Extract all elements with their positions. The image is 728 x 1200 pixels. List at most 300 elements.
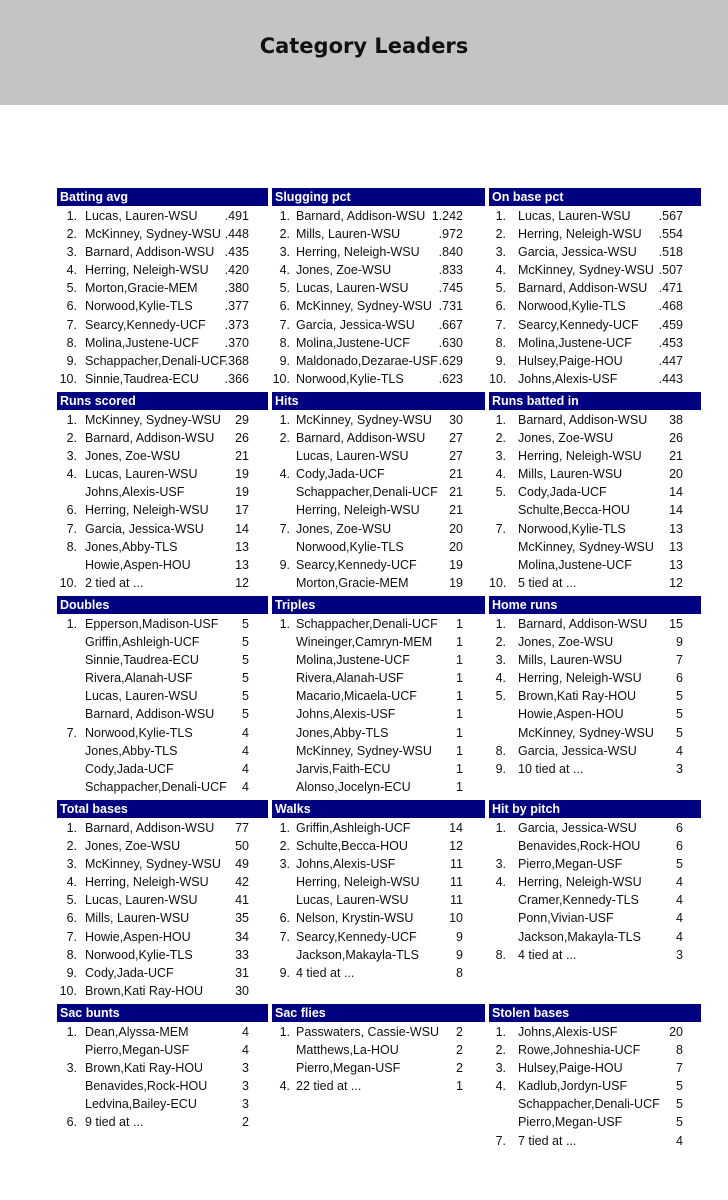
leader-rank: 4.	[279, 467, 290, 482]
leader-entry	[57, 297, 268, 315]
leader-rank: 1.	[66, 617, 77, 631]
leader-value: 5	[242, 671, 249, 686]
leader-rank: 6.	[279, 299, 290, 314]
leader-value: 11	[450, 875, 463, 890]
leader-value: 4	[676, 929, 683, 944]
leader-entry	[57, 760, 268, 778]
leader-entry	[57, 334, 268, 352]
leader-rank: 5.	[495, 689, 506, 704]
leader-entry	[489, 447, 701, 465]
leader-entry	[489, 501, 701, 519]
leader-value: 19	[449, 557, 463, 572]
leader-value: 49	[235, 857, 249, 872]
leader-entry	[272, 429, 485, 447]
leader-value: 13	[669, 557, 683, 572]
leader-entry	[272, 819, 485, 837]
leader-value: 8	[456, 965, 463, 980]
leader-name: Pierro,Megan-USF	[296, 1061, 401, 1076]
leader-value: 2	[242, 1115, 249, 1130]
leader-value: 4	[676, 893, 683, 908]
category-on-base-pct	[489, 188, 701, 388]
leader-value: 13	[669, 521, 683, 536]
leader-entry	[57, 615, 268, 633]
leader-rank: 3.	[495, 449, 506, 464]
leader-name: Ponn,Vivian-USF	[518, 911, 614, 926]
leader-name: McKinney, Sydney-WSU	[85, 857, 221, 872]
leader-value: 4	[242, 743, 249, 758]
leader-name: Barnard, Addison-WSU	[518, 281, 648, 296]
leader-entry	[272, 873, 485, 891]
leader-entry	[489, 760, 701, 778]
leader-name: Griffin,Ashleigh-UCF	[85, 635, 200, 650]
leader-name: Searcy,Kennedy-UCF	[296, 557, 417, 572]
leader-name: Schulte,Becca-HOU	[296, 839, 408, 854]
leader-rank: 4.	[495, 467, 506, 482]
leader-name: Herring, Neleigh-WSU	[518, 227, 642, 242]
leader-entry	[272, 669, 485, 687]
leader-entry	[489, 724, 701, 742]
leader-entry	[489, 651, 701, 669]
leader-name: Matthews,La-HOU	[296, 1043, 399, 1058]
leader-value: .518	[658, 245, 683, 260]
leader-entry	[272, 705, 485, 723]
leader-name: Barnard, Addison-WSU	[85, 245, 215, 260]
leader-name: McKinney, Sydney-WSU	[85, 413, 221, 427]
leader-entry	[489, 207, 701, 225]
category-header: Hits	[272, 392, 485, 410]
leader-entry	[489, 1132, 701, 1150]
leader-rank: 7.	[66, 317, 77, 332]
leader-value: 5	[676, 725, 683, 740]
leader-value: .435	[224, 245, 249, 260]
leader-value: 1	[456, 617, 463, 631]
leader-rank: 1.	[279, 209, 290, 223]
leader-value: .840	[438, 245, 463, 260]
leader-entry	[489, 633, 701, 651]
leader-value: .731	[438, 299, 463, 314]
leader-name: Griffin,Ashleigh-UCF	[296, 821, 411, 835]
leader-value: 1	[456, 725, 463, 740]
leader-name: Benavides,Rock-HOU	[518, 839, 641, 854]
leader-rank: 2.	[495, 635, 506, 650]
leader-entry	[57, 316, 268, 334]
leader-entry	[272, 742, 485, 760]
leader-list	[489, 1023, 701, 1150]
leader-value: 1	[456, 761, 463, 776]
leader-entry	[57, 225, 268, 243]
leader-value: 34	[235, 929, 249, 944]
leader-entry	[272, 297, 485, 315]
leader-value: 9	[456, 947, 463, 962]
leader-rank: 7.	[495, 317, 506, 332]
leader-entry	[489, 946, 701, 964]
leader-name: Johns,Alexis-USF	[296, 857, 396, 872]
leader-name: 22 tied at ...	[296, 1079, 362, 1094]
leader-value: .377	[224, 299, 249, 314]
leader-value: .368	[224, 353, 249, 368]
leader-name: Herring, Neleigh-WSU	[85, 503, 209, 518]
leader-name: Schappacher,Denali-UCF	[85, 353, 227, 368]
leader-name: Schappacher,Denali-UCF	[85, 779, 227, 794]
leader-value: 9	[676, 635, 683, 650]
leader-value: 3	[242, 1079, 249, 1094]
category-sac-bunts	[57, 1004, 268, 1132]
leader-entry	[272, 574, 485, 592]
leader-value: 4	[676, 743, 683, 758]
leader-entry	[272, 243, 485, 261]
leader-entry	[489, 1095, 701, 1113]
leader-rank: 8.	[66, 539, 77, 554]
leader-entry	[57, 946, 268, 964]
leader-entry	[57, 687, 268, 705]
leader-name: 7 tied at ...	[518, 1133, 577, 1148]
leader-value: .373	[224, 317, 249, 332]
leader-name: McKinney, Sydney-WSU	[296, 743, 432, 758]
leader-value: 2	[456, 1043, 463, 1058]
category-header: Doubles	[57, 596, 268, 614]
leader-rank: 2.	[495, 1043, 506, 1058]
leader-value: 3	[242, 1061, 249, 1076]
leader-name: Jackson,Makayla-TLS	[518, 929, 641, 944]
leader-entry	[57, 651, 268, 669]
leader-entry	[489, 316, 701, 334]
leader-list	[489, 819, 701, 964]
leader-entry	[489, 909, 701, 927]
leader-rank: 4.	[66, 875, 77, 890]
leader-name: Howie,Aspen-HOU	[85, 557, 191, 572]
leader-entry	[272, 928, 485, 946]
leader-entry	[272, 411, 485, 429]
leader-name: Herring, Neleigh-WSU	[296, 503, 420, 518]
category-header: Total bases	[57, 800, 268, 818]
leader-rank: 6.	[66, 1115, 77, 1130]
leader-entry	[57, 819, 268, 837]
category-header: Sac bunts	[57, 1004, 268, 1022]
leader-name: Lucas, Lauren-WSU	[85, 209, 198, 223]
category-stolen-bases	[489, 1004, 701, 1150]
leader-entry	[489, 837, 701, 855]
leader-rank: 5.	[495, 485, 506, 500]
leader-name: Garcia, Jessica-WSU	[518, 821, 637, 835]
leader-value: 14	[669, 503, 683, 518]
leader-name: Howie,Aspen-HOU	[85, 929, 191, 944]
leader-entry	[489, 928, 701, 946]
leader-value: 31	[235, 965, 249, 980]
leader-value: 5	[676, 689, 683, 704]
leader-entry	[489, 279, 701, 297]
leader-rank: 1.	[66, 413, 77, 427]
leader-entry	[489, 1041, 701, 1059]
category-runs-batted-in	[489, 392, 701, 592]
leader-name: 4 tied at ...	[296, 965, 355, 980]
leader-rank: 4.	[495, 263, 506, 278]
leader-list	[489, 411, 701, 592]
leader-value: .629	[438, 353, 463, 368]
leader-entry	[57, 891, 268, 909]
leader-rank: 7.	[495, 521, 506, 536]
leader-rank: 1.	[279, 617, 290, 631]
leader-name: Hulsey,Paige-HOU	[518, 353, 623, 368]
leader-name: Jones, Zoe-WSU	[296, 263, 392, 278]
leader-name: Morton,Gracie-MEM	[296, 575, 409, 590]
leader-value: 5	[676, 857, 683, 872]
leader-name: Schappacher,Denali-UCF	[296, 485, 438, 500]
leader-entry	[272, 909, 485, 927]
leader-value: 4	[676, 875, 683, 890]
leader-rank: 7.	[279, 929, 290, 944]
leader-rank: 4.	[66, 263, 77, 278]
leader-name: Passwaters, Cassie-WSU	[296, 1025, 440, 1039]
leader-entry	[489, 334, 701, 352]
leader-list	[272, 207, 485, 388]
leader-name: Barnard, Addison-WSU	[296, 209, 426, 223]
leader-name: Jones, Zoe-WSU	[85, 449, 181, 464]
leader-value: 10	[449, 911, 463, 926]
leader-name: Norwood,Kylie-TLS	[85, 725, 193, 740]
leader-entry	[489, 574, 701, 592]
leader-entry	[272, 778, 485, 796]
leader-value: 30	[235, 983, 249, 998]
leader-entry	[57, 837, 268, 855]
leader-name: Cody,Jada-UCF	[296, 467, 385, 482]
leader-entry	[272, 465, 485, 483]
leader-rank: 10.	[59, 371, 77, 386]
leader-value: 6	[676, 821, 683, 835]
leader-entry	[57, 1059, 268, 1077]
leader-rank: 4.	[495, 875, 506, 890]
leader-value: 1	[456, 653, 463, 668]
leader-value: .745	[438, 281, 463, 296]
leader-value: 33	[235, 947, 249, 962]
leader-name: Herring, Neleigh-WSU	[518, 671, 642, 686]
leader-entry	[57, 520, 268, 538]
leader-rank: 2.	[279, 227, 290, 242]
leader-value: 5	[242, 653, 249, 668]
leader-value: 4	[676, 911, 683, 926]
leader-value: 11	[450, 893, 463, 908]
leader-value: 5	[676, 1079, 683, 1094]
leader-value: 4	[242, 779, 249, 794]
leader-value: 4	[242, 1043, 249, 1058]
leader-list	[489, 207, 701, 388]
leader-name: Barnard, Addison-WSU	[85, 431, 215, 446]
leader-entry	[489, 411, 701, 429]
leader-entry	[489, 819, 701, 837]
leader-entry	[272, 334, 485, 352]
leader-name: Barnard, Addison-WSU	[518, 617, 648, 631]
leader-list	[57, 819, 268, 1000]
leader-entry	[57, 742, 268, 760]
leader-name: Cramer,Kennedy-TLS	[518, 893, 639, 908]
category-home-runs	[489, 596, 701, 778]
leader-name: Pierro,Megan-USF	[518, 857, 623, 872]
leader-name: Epperson,Madison-USF	[85, 617, 219, 631]
leader-entry	[272, 946, 485, 964]
leader-value: 21	[449, 485, 463, 500]
leader-value: 42	[235, 875, 249, 890]
category-total-bases	[57, 800, 268, 1000]
leader-value: .443	[658, 371, 683, 386]
leader-name: Mills, Lauren-WSU	[85, 911, 190, 926]
leader-entry	[489, 429, 701, 447]
leader-name: Dean,Alyssa-MEM	[85, 1025, 189, 1039]
leader-name: Garcia, Jessica-WSU	[518, 245, 637, 260]
leader-entry	[489, 1023, 701, 1041]
leader-entry	[489, 705, 701, 723]
leader-value: 20	[669, 467, 683, 482]
leader-name: Johns,Alexis-USF	[296, 707, 396, 722]
leader-entry	[57, 429, 268, 447]
leader-rank: 3.	[495, 245, 506, 260]
leader-name: Mills, Lauren-WSU	[296, 227, 401, 242]
leader-entry	[489, 370, 701, 388]
leader-value: .380	[224, 281, 249, 296]
leader-rank: 10.	[489, 575, 507, 590]
leader-value: 7	[676, 1061, 683, 1076]
leader-name: Pierro,Megan-USF	[518, 1115, 623, 1130]
header-banner	[0, 0, 728, 105]
leader-rank: 9.	[495, 761, 506, 776]
leader-name: Cody,Jada-UCF	[85, 965, 174, 980]
leader-entry	[57, 669, 268, 687]
leader-value: 27	[449, 449, 463, 464]
leader-rank: 8.	[66, 947, 77, 962]
leader-name: McKinney, Sydney-WSU	[518, 539, 654, 554]
leader-name: Jones,Abby-TLS	[85, 743, 178, 758]
leader-entry	[57, 261, 268, 279]
leader-rank: 7.	[66, 929, 77, 944]
leader-list	[57, 207, 268, 388]
leader-entry	[272, 651, 485, 669]
leader-entry	[272, 891, 485, 909]
leader-entry	[272, 687, 485, 705]
leader-name: Hulsey,Paige-HOU	[518, 1061, 623, 1076]
category-header: Runs batted in	[489, 392, 701, 410]
leader-value: .554	[658, 227, 683, 242]
leader-value: 3	[676, 761, 683, 776]
leader-value: 2	[456, 1061, 463, 1076]
leader-value: .507	[658, 263, 683, 278]
leader-name: Howie,Aspen-HOU	[518, 707, 624, 722]
category-header: Runs scored	[57, 392, 268, 410]
leader-entry	[489, 891, 701, 909]
leader-name: Cody,Jada-UCF	[85, 761, 174, 776]
leader-name: Barnard, Addison-WSU	[85, 821, 215, 835]
leader-name: Jarvis,Faith-ECU	[296, 761, 391, 776]
leader-value: 5	[242, 707, 249, 722]
leader-value: 14	[669, 485, 683, 500]
leader-value: 20	[449, 521, 463, 536]
leader-rank: 6.	[279, 911, 290, 926]
leader-name: McKinney, Sydney-WSU	[296, 413, 432, 427]
leader-list	[272, 1023, 485, 1095]
leader-name: Molina,Justene-UCF	[518, 335, 632, 350]
category-slugging-pct	[272, 188, 485, 388]
leader-value: 7	[676, 653, 683, 668]
leader-name: Barnard, Addison-WSU	[518, 413, 648, 427]
leader-rank: 2.	[66, 227, 77, 242]
leader-entry	[272, 1059, 485, 1077]
leader-name: Lucas, Lauren-WSU	[296, 893, 409, 908]
leader-name: Ledvina,Bailey-ECU	[85, 1097, 197, 1112]
leader-rank: 5.	[66, 281, 77, 296]
leader-rank: 8.	[495, 335, 506, 350]
leader-value: 19	[235, 467, 249, 482]
leader-entry	[57, 501, 268, 519]
leader-name: Lucas, Lauren-WSU	[85, 467, 198, 482]
leader-name: Jones,Abby-TLS	[296, 725, 389, 740]
leader-rank: 4.	[66, 467, 77, 482]
leader-name: Molina,Justene-UCF	[296, 653, 410, 668]
leader-value: .471	[658, 281, 683, 296]
leader-value: 4	[242, 1025, 249, 1039]
leader-name: Lucas, Lauren-WSU	[85, 893, 198, 908]
leader-value: 41	[235, 893, 249, 908]
leader-entry	[272, 538, 485, 556]
leader-entry	[57, 1095, 268, 1113]
leader-list	[489, 615, 701, 778]
leader-entry	[57, 1113, 268, 1131]
leader-value: 5	[242, 617, 249, 631]
leader-entry	[57, 279, 268, 297]
leader-value: 38	[669, 413, 683, 427]
leader-name: Barnard, Addison-WSU	[85, 707, 215, 722]
leader-entry	[272, 447, 485, 465]
leader-entry	[57, 633, 268, 651]
leader-name: Maldonado,Dezarae-USF	[296, 353, 438, 368]
leader-rank: 3.	[495, 1061, 506, 1076]
leader-value: 26	[235, 431, 249, 446]
leader-entry	[272, 556, 485, 574]
leader-entry	[489, 1077, 701, 1095]
leader-name: Kadlub,Jordyn-USF	[518, 1079, 628, 1094]
leader-rank: 1.	[66, 821, 77, 835]
leader-value: 3	[242, 1097, 249, 1112]
leader-name: Jones, Zoe-WSU	[85, 839, 181, 854]
leader-rank: 4.	[495, 671, 506, 686]
leader-rank: 9.	[279, 557, 290, 572]
leader-rank: 1.	[66, 209, 77, 223]
leader-name: 10 tied at ...	[518, 761, 584, 776]
leader-entry	[489, 1059, 701, 1077]
leader-rank: 7.	[279, 521, 290, 536]
leader-entry	[57, 964, 268, 982]
leader-name: Brown,Kati Ray-HOU	[518, 689, 637, 704]
leader-name: Norwood,Kylie-TLS	[518, 521, 626, 536]
leader-name: Rivera,Alanah-USF	[85, 671, 193, 686]
category-hit-by-pitch	[489, 800, 701, 964]
leader-rank: 9.	[495, 353, 506, 368]
leader-rank: 6.	[66, 911, 77, 926]
leader-name: McKinney, Sydney-WSU	[296, 299, 432, 314]
leader-value: .366	[224, 371, 249, 386]
leader-value: 11	[450, 857, 463, 872]
leader-rank: 7.	[66, 521, 77, 536]
leader-name: Barnard, Addison-WSU	[296, 431, 426, 446]
leader-name: Herring, Neleigh-WSU	[85, 263, 209, 278]
leader-value: 26	[669, 431, 683, 446]
leader-name: Schappacher,Denali-UCF	[296, 617, 438, 631]
leader-entry	[272, 1077, 485, 1095]
leader-name: Herring, Neleigh-WSU	[296, 245, 420, 260]
leader-name: Lucas, Lauren-WSU	[296, 449, 409, 464]
leader-name: Morton,Gracie-MEM	[85, 281, 198, 296]
leader-value: 4	[242, 725, 249, 740]
leader-value: 21	[449, 503, 463, 518]
category-hits	[272, 392, 485, 592]
leader-entry	[57, 855, 268, 873]
leader-value: 14	[449, 821, 463, 835]
